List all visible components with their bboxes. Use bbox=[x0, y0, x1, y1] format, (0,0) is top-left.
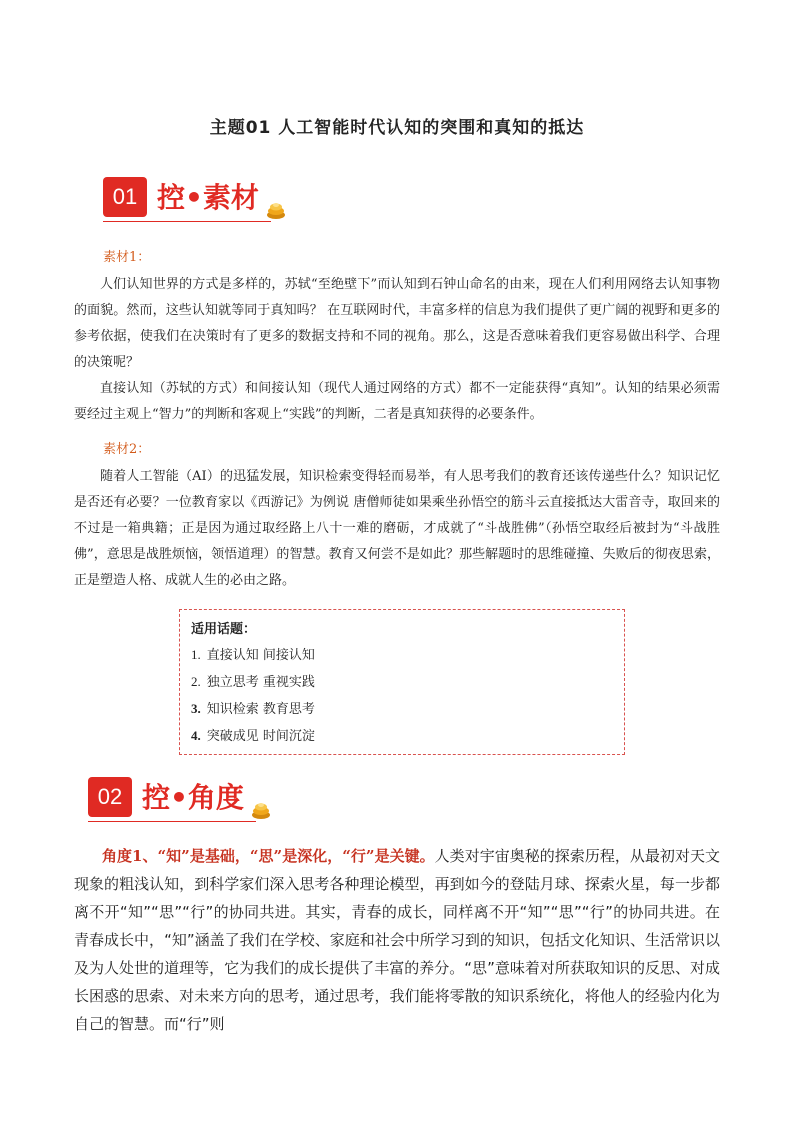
angle-1-heading: 角度1、“知”是基础，“思”是深化，“行”是关键。 bbox=[102, 847, 435, 865]
topic-number: 2. bbox=[191, 674, 201, 689]
section-number: 02 bbox=[88, 777, 132, 817]
section-header-materials bbox=[103, 177, 283, 217]
topic-item bbox=[191, 671, 315, 690]
section-underline bbox=[88, 821, 256, 822]
topic-number: 3. bbox=[191, 701, 201, 716]
material-1-paragraph-2: 直接认知（苏轼的方式）和间接认知（现代人通过网络的方式）都不一定能获得“真知”。认知的结果必须需要经过主观上“智力”的判断和客观上“实践”的判断，二者是真知获得的必要条件。 bbox=[74, 381, 720, 422]
topics-box bbox=[179, 609, 625, 755]
topic-text: 突破成见 时间沉淀 bbox=[206, 729, 315, 744]
topic-item bbox=[191, 698, 315, 717]
material-2-label: 素材2： bbox=[103, 442, 151, 457]
page-title: 主题01 人工智能时代认知的突围和真知的抵达 bbox=[209, 118, 585, 138]
section-number: 01 bbox=[103, 177, 147, 217]
topics-heading: 适用话题： bbox=[191, 622, 257, 637]
coin-stack-icon bbox=[266, 201, 286, 219]
material-1-paragraph-1: 人们认知世界的方式是多样的，苏轼“至绝壁下”而认知到石钟山命名的由来，现在人们利用网络去认知事物的面貌。然而，这些认知就等同于真知吗？ 在互联网时代，丰富多样的信息为我们提供了更广阔的视野和更多的参考依据，使我们在决策时有了更多的数据支持和不同的视角。那么，这是否意味着我们更容易做出科学、合理的决策呢？ bbox=[74, 277, 720, 370]
topic-item bbox=[191, 644, 315, 663]
topic-item bbox=[191, 725, 315, 744]
section-underline bbox=[103, 221, 271, 222]
material-1-label: 素材1： bbox=[103, 250, 151, 265]
topic-text: 直接认知 间接认知 bbox=[206, 648, 315, 663]
angle-1-paragraph bbox=[74, 842, 720, 1038]
topic-number: 1. bbox=[191, 647, 201, 662]
material-2-paragraph-1: 随着人工智能（AI）的迅猛发展，知识检索变得轻而易举，有人思考我们的教育还该传递些什么？知识记忆是否还有必要？一位教育家以《西游记》为例说 唐僧师徒如果乘坐孙悟空的筋斗云直接抵达大雷音寺，取回来的不过是一箱典籍；正是因为通过取经路上八十一难的磨砺，才成就了“斗战胜佛”（孙悟空取经后被封为“斗战胜佛”，意思是战胜烦恼，领悟道理）的智慧。教育又何尝不是如此？那些解题时的思维碰撞、失败后的彻夜思索，正是塑造人格、成就人生的必由之路。 bbox=[74, 469, 720, 588]
angle-1-body: 人类对宇宙奥秘的探索历程，从最初对天文现象的粗浅认知，到科学家们深入思考各种理论模型，再到如今的登陆月球、探索火星，每一步都离不开“知”“思”“行”的协同共进。其实，青春的成长，同样离不开“知”“思”“行”的协同共进。在青春成长中，“知”涵盖了我们在学校、家庭和社会中所学习到的知识，包括文化知识、生活常识以及为人处世的道理等，它为我们的成长提供了丰富的养分。“思”意味着对所获取知识的反思、对成长困惑的思索、对未来方向的思考，通过思考，我们能将零散的知识系统化，将他人的经验内化为自己的智慧。而“行”则 bbox=[74, 847, 720, 1033]
coin-stack-icon bbox=[251, 801, 271, 819]
topic-text: 知识检索 教育思考 bbox=[206, 702, 315, 717]
topic-number: 4. bbox=[191, 728, 201, 743]
section-header-angles bbox=[88, 777, 268, 817]
section-title: 控•素材 bbox=[157, 181, 259, 214]
topic-text: 独立思考 重视实践 bbox=[206, 675, 315, 690]
section-title: 控•角度 bbox=[142, 781, 244, 814]
